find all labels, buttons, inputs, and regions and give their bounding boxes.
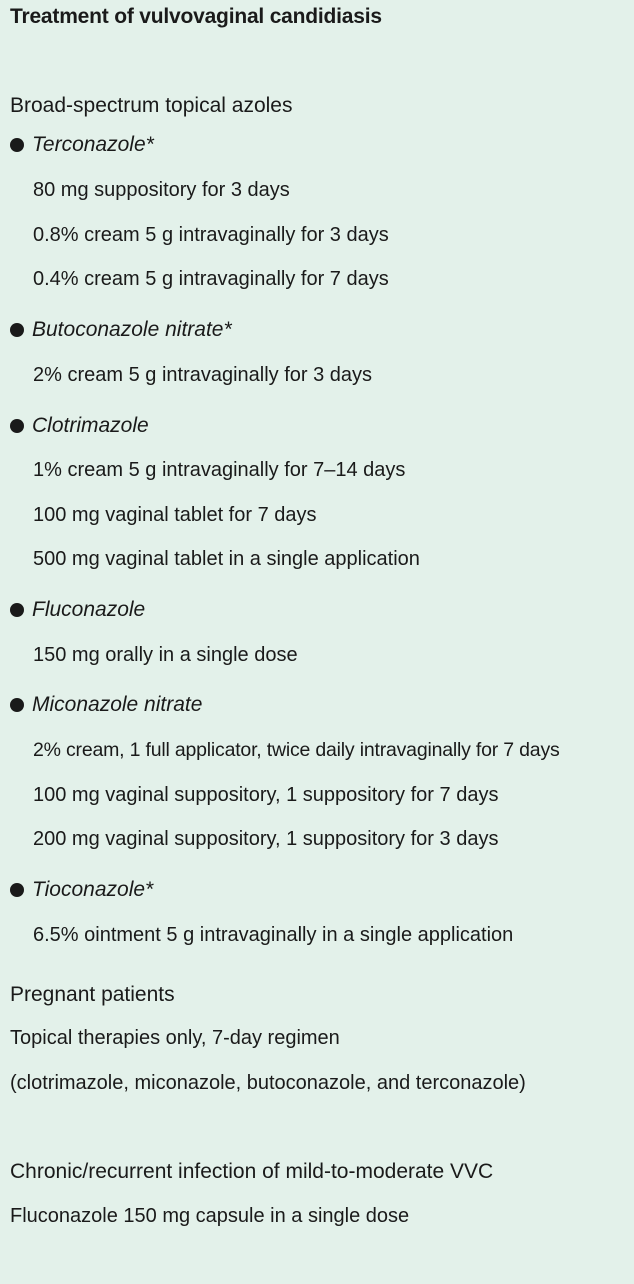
- regimen-line: 1% cream 5 g intravaginally for 7–14 days: [33, 459, 406, 481]
- drug-name: Tioconazole*: [32, 878, 154, 901]
- drug-name: Fluconazole: [32, 598, 146, 621]
- bullet-icon: [10, 138, 24, 152]
- regimen-line: 500 mg vaginal tablet in a single application: [33, 548, 420, 570]
- drug-butoconazole-nitrate: [10, 318, 232, 342]
- drug-terconazole: [10, 133, 154, 157]
- drug-miconazole-nitrate: [10, 693, 202, 717]
- drug-tioconazole: [10, 878, 153, 902]
- pregnant-line: (clotrimazole, miconazole, butoconazole, and terconazole): [10, 1072, 526, 1094]
- drug-name: Butoconazole nitrate*: [32, 318, 232, 341]
- regimen-line: 80 mg suppository for 3 days: [33, 179, 290, 201]
- drug-clotrimazole: [10, 414, 149, 438]
- regimen-line: 150 mg orally in a single dose: [33, 644, 298, 666]
- section-heading-broad-spectrum: Broad-spectrum topical azoles: [10, 94, 293, 117]
- regimen-line: 100 mg vaginal suppository, 1 suppository for 7 days: [33, 784, 499, 806]
- section-heading-chronic: Chronic/recurrent infection of mild-to-moderate VVC: [10, 1160, 494, 1183]
- bullet-icon: [10, 323, 24, 337]
- bullet-icon: [10, 419, 24, 433]
- regimen-line: 0.4% cream 5 g intravaginally for 7 days: [33, 268, 389, 290]
- pregnant-line: Topical therapies only, 7-day regimen: [10, 1027, 340, 1049]
- drug-fluconazole: [10, 598, 145, 622]
- regimen-line: 2% cream 5 g intravaginally for 3 days: [33, 364, 373, 386]
- section-heading-pregnant: Pregnant patients: [10, 983, 175, 1006]
- bullet-icon: [10, 883, 24, 897]
- document-title: Treatment of vulvovaginal candidiasis: [10, 5, 382, 28]
- regimen-line: 200 mg vaginal suppository, 1 suppository for 3 days: [33, 828, 499, 850]
- regimen-line: 0.8% cream 5 g intravaginally for 3 days: [33, 224, 389, 246]
- drug-name: Terconazole*: [32, 133, 154, 156]
- bullet-icon: [10, 603, 24, 617]
- bullet-icon: [10, 698, 24, 712]
- drug-name: Miconazole nitrate: [32, 693, 203, 716]
- regimen-line: 6.5% ointment 5 g intravaginally in a single application: [33, 924, 514, 946]
- regimen-line: 2% cream, 1 full applicator, twice daily intravaginally for 7 days: [33, 739, 560, 761]
- chronic-line: Fluconazole 150 mg capsule in a single dose: [10, 1205, 410, 1227]
- regimen-line: 100 mg vaginal tablet for 7 days: [33, 504, 317, 526]
- drug-name: Clotrimazole: [32, 414, 149, 437]
